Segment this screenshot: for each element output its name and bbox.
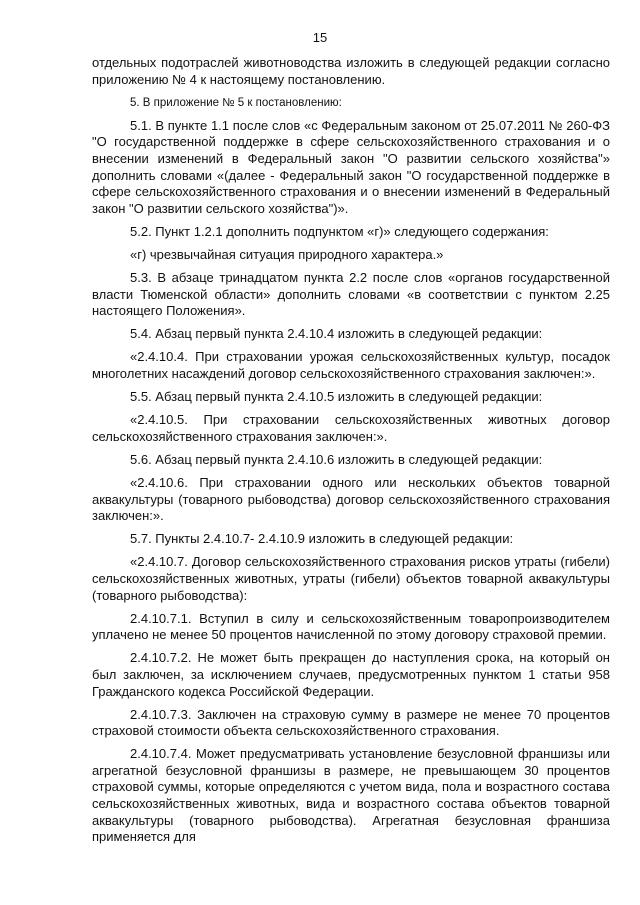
paragraph-2-4-10-7-2: 2.4.10.7.2. Не может быть прекращен до наступления срока, на который он был заключен, за исключением случаев, предусмотренных пунктом 1 статьи 958 Гражданского кодекса Российской Федерации. bbox=[92, 650, 610, 699]
paragraph-item-5-3: 5.3. В абзаце тринадцатом пункта 2.2 после слов «органов государственной власти Тюменской области» дополнить словами «в соответствии с пунктом 2.25 настоящего Положения». bbox=[92, 270, 610, 319]
paragraph-item-5-4: 5.4. Абзац первый пункта 2.4.10.4 изложить в следующей редакции: bbox=[130, 326, 543, 342]
paragraph-quote-g: «г) чрезвычайная ситуация природного характера.» bbox=[130, 246, 444, 262]
paragraph-item-5: 5. В приложение № 5 к постановлению: bbox=[130, 96, 342, 109]
paragraph-2-4-10-7-1: 2.4.10.7.1. Вступил в силу и сельскохозяйственным товаропроизводителем уплачено не менее 50 процентов начисленной по этому договору страховой премии. bbox=[92, 610, 610, 643]
paragraph-2-4-10-7-3: 2.4.10.7.3. Заключен на страховую сумму в размере не менее 70 процентов страховой стоимости объекта сельскохозяйственного страхования. bbox=[92, 706, 610, 739]
paragraph-quote-2-4-10-4: «2.4.10.4. При страховании урожая сельскохозяйственных культур, посадок многолетних насаждений договор сельскохозяйственного страхования заключен:». bbox=[92, 349, 610, 381]
paragraph-item-5-2: 5.2. Пункт 1.2.1 дополнить подпунктом «г)» следующего содержания: bbox=[130, 223, 549, 239]
paragraph-item-5-1: 5.1. В пункте 1.1 после слов «с Федеральным законом от 25.07.2011 № 260-ФЗ "О государственной поддержке в сфере сельскохозяйственного страхования и о внесении изменений в Федеральный закон "О развитии сельского хозяйства"» дополнить словами «(далее - Федеральный закон "О государственной поддержке в сфере сельскохозяйственного страхования и о внесении изменений в Федеральный закон "О развитии сельского хозяйства")». bbox=[92, 117, 610, 216]
paragraph-item-5-7: 5.7. Пункты 2.4.10.7- 2.4.10.9 изложить в следующей редакции: bbox=[130, 531, 514, 547]
paragraph-quote-2-4-10-5: «2.4.10.5. При страховании сельскохозяйственных животных договор сельскохозяйственного страхования заключен:». bbox=[92, 412, 610, 444]
paragraph-item-5-5: 5.5. Абзац первый пункта 2.4.10.5 изложить в следующей редакции: bbox=[130, 389, 543, 405]
document-body bbox=[92, 55, 610, 852]
paragraph-quote-2-4-10-6: «2.4.10.6. При страховании одного или нескольких объектов товарной аквакультуры (товарного рыбоводства) договор сельскохозяйственного страхования заключен:». bbox=[92, 474, 610, 524]
page-number: 15 bbox=[312, 30, 328, 45]
paragraph-quote-2-4-10-7: «2.4.10.7. Договор сельскохозяйственного страхования рисков утраты (гибели) сельскохозяйственных животных, утраты (гибели) объектов товарной аквакультуры (товарного рыбоводства): bbox=[92, 554, 610, 603]
paragraph-2-4-10-7-4: 2.4.10.7.4. Может предусматривать установление безусловной франшизы или агрегатной безусловной франшизы в размере, не превышающем 30 процентов страховой суммы, которые определяются с учетом вида, пола и возрастного состава сельскохозяйственных животных, вида и возрастного состава объектов товарной аквакультуры (товарного рыбоводства). Агрегатная безусловная франшиза применяется для bbox=[92, 746, 610, 845]
paragraph-item-5-6: 5.6. Абзац первый пункта 2.4.10.6 изложить в следующей редакции: bbox=[130, 451, 543, 467]
paragraph-continuation: отдельных подотраслей животноводства изложить в следующей редакции согласно приложению № 4 к настоящему постановлению. bbox=[92, 55, 610, 87]
